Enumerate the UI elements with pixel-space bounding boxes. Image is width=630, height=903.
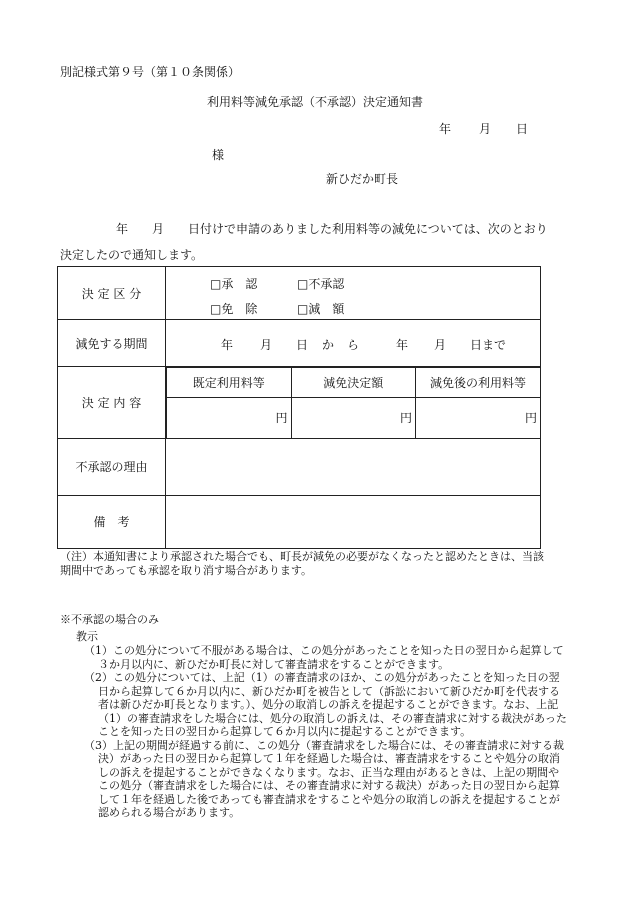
intro-text: 日付けで申請のありました利用料等の減免については、次のとおり: [188, 222, 548, 236]
decision-table: [57, 266, 541, 549]
form-number: 別記様式第９号（第１０条関係）: [60, 65, 241, 79]
decision-label: 決 定 区 分: [58, 267, 166, 320]
instruction-item: （1）この処分について不服がある場合は、この処分があったことを知った日の翌日から起算して３か月以内に、新ひだか町長に対して審査請求をすることができます。: [84, 644, 564, 671]
addressee-suffix: 様: [212, 148, 225, 162]
intro-month: 月: [152, 222, 165, 236]
reason-value[interactable]: [166, 438, 541, 495]
instruction-list: [84, 644, 570, 820]
option-approved[interactable]: □承 認: [210, 277, 258, 291]
date-month: 月: [479, 122, 492, 136]
footnote: （注）本通知書により承認された場合でも、町長が減免の必要がなくなったと認めたときは、当該期間中であっても承認を取り消す場合があります。: [60, 550, 544, 577]
existing-fee-value[interactable]: 円: [167, 398, 292, 438]
date-day: 日: [516, 122, 529, 136]
header-fee-after: 減免後の利用料等: [416, 368, 541, 398]
header-reduction-amount: 減免決定額: [291, 368, 416, 398]
amount-table: [166, 367, 540, 438]
period-from-day: 日: [296, 338, 309, 352]
header-existing-fee: 既定利用料等: [167, 368, 292, 398]
option-reduction[interactable]: □減 額: [297, 302, 345, 316]
period-to-year: 年: [396, 338, 409, 352]
disapproval-heading: ※不承認の場合のみ: [60, 613, 159, 626]
remarks-label: 備 考: [58, 495, 166, 548]
intro-line2: 決定したので通知します。: [60, 248, 204, 262]
period-ra: ら: [347, 338, 360, 352]
period-ka: か: [322, 338, 335, 352]
reason-label: 不承認の理由: [58, 438, 166, 495]
remarks-value[interactable]: [166, 495, 541, 548]
instruction-heading: 教示: [76, 630, 98, 643]
option-disapproved[interactable]: □不承認: [297, 277, 345, 291]
period-from-month: 月: [260, 338, 273, 352]
instruction-item: （2）この処分については、上記（1）の審査請求のほか、この処分があったことを知った日の翌日から起算して６か月以内に、新ひだか町を被告として（訴訟において新ひだか町を代表する者は新ひだか町長となります。）、処分の取消しの訴えを提起することができます。なお、上記（1）の審査請求をした場合には、処分の取消しの訴えは、その審査請求に対する裁決があったことを知った日の翌日から起算して６か月以内に提起することができます。: [84, 671, 567, 738]
content-label: 決 定 内 容: [58, 367, 166, 439]
period-from-year: 年: [221, 338, 234, 352]
period-to-day: 日まで: [470, 338, 507, 352]
content-cell: [166, 367, 541, 439]
fee-after-value[interactable]: 円: [416, 398, 541, 438]
issuer: 新ひだか町長: [326, 172, 399, 186]
date-year: 年: [439, 122, 452, 136]
option-exemption[interactable]: □免 除: [210, 302, 258, 316]
decision-options: [166, 267, 541, 320]
period-label: 減免する期間: [58, 320, 166, 367]
period-value: [166, 320, 541, 367]
document-title: 利用料等減免承認（不承認）決定通知書: [206, 95, 423, 109]
reduction-amount-value[interactable]: 円: [291, 398, 416, 438]
instruction-item: （3）上記の期間が経過する前に、この処分（審査請求をした場合には、その審査請求に対する裁決）があった日の翌日から起算して１年を経過した場合は、審査請求をすることや処分の取消しの訴えを提起することができなくなります。なお、正当な理由があるときは、上記の期間やこの処分（審査請求をした場合には、その審査請求に対する裁決）があった日の翌日から起算して１年を経過した後であっても審査請求をすることや処分の取消しの訴えを提起することが認められる場合があります。: [84, 738, 564, 819]
intro-year: 年: [116, 222, 129, 236]
period-to-month: 月: [434, 338, 447, 352]
